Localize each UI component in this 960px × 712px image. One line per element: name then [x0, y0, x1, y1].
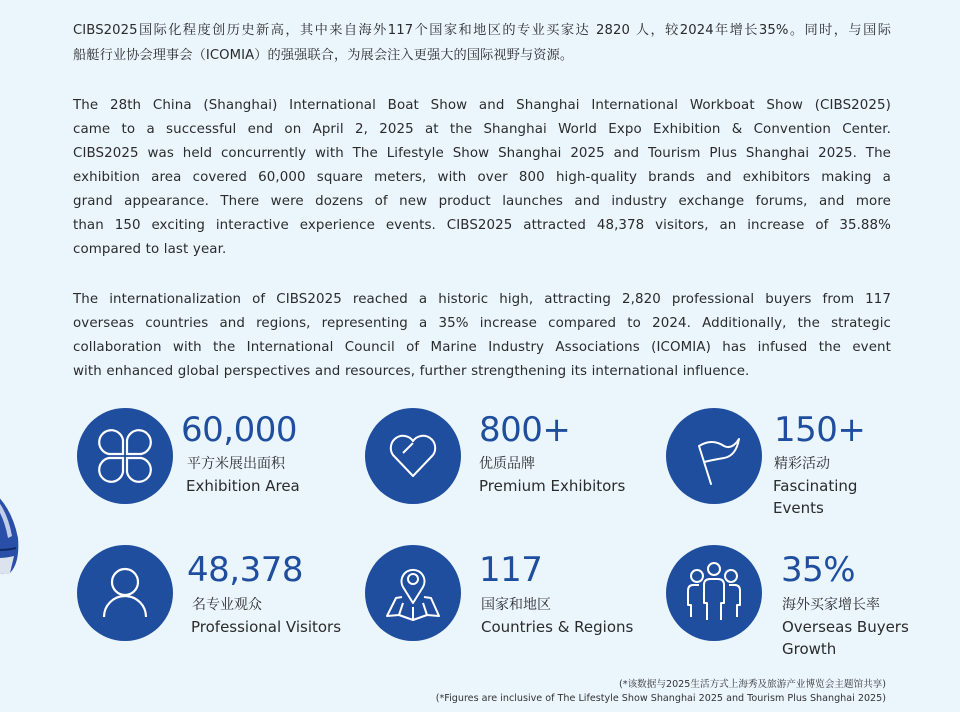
stat-label-zh: 精彩活动: [774, 456, 830, 472]
stat-label-en: Exhibition Area: [186, 477, 300, 495]
stat-label-zh: 海外买家增长率: [782, 597, 880, 613]
flag-icon: [666, 408, 762, 504]
paragraph-line: The 28th China (Shanghai) International Boat Show and Shanghai International Workboat Show (CIBS2025): [73, 98, 891, 113]
stat-label-en: Countries & Regions: [481, 618, 634, 636]
paragraph-line: overseas countries and regions, representing a 35% increase compared to 2024. Additionally, the strategic: [73, 316, 891, 331]
intro-paragraph-zh: [73, 18, 891, 68]
paragraph-line: The internationalization of CIBS2025 reached a historic high, attracting 2,820 professional buyers from 117: [73, 292, 891, 307]
stat-icon-circle: [77, 408, 173, 504]
stat-label-zh: 国家和地区: [481, 597, 551, 613]
stat-label-zh: 优质品牌: [479, 456, 535, 472]
paragraph-line: with enhanced global perspectives and resources, further strengthening its international influence.: [73, 364, 750, 379]
map-pin-icon: [365, 545, 461, 641]
stat-icon-circle: [666, 545, 762, 641]
stat-label-zh: 名专业观众: [192, 597, 262, 613]
stat-value: 60,000: [181, 410, 297, 450]
stat-value: 117: [479, 550, 543, 590]
stat-label-en: Overseas Buyers: [782, 618, 909, 636]
paragraph-line: exhibition area covered 60,000 square meters, with over 800 high-quality brands and exhibitors making a: [73, 170, 891, 185]
intro-zh-line: CIBS2025国际化程度创历史新高，其中来自海外117个国家和地区的专业买家达 2820 人，较2024年增长35%。同时，与国际: [73, 23, 891, 38]
intro-zh-line: 船艇行业协会理事会（ICOMIA）的强强联合，为展会注入更强大的国际视野与资源。: [73, 48, 574, 63]
stat-value: 150+: [774, 410, 866, 450]
paragraph-1: [73, 94, 891, 262]
boat-image-fragment: [0, 478, 25, 578]
stat-icon-circle: [365, 545, 461, 641]
stat-label-en: Growth: [782, 640, 837, 658]
clover-icon: [77, 408, 173, 504]
paragraph-line: came to a successful end on April 2, 2025 at the Shanghai World Expo Exhibition & Convention Center.: [73, 122, 891, 137]
stat-value: 35%: [781, 550, 856, 590]
stat-label-en: Professional Visitors: [191, 618, 342, 636]
paragraph-line: grand appearance. There were dozens of new product launches and industry exchange forums, and more: [73, 194, 891, 209]
paragraph-line: collaboration with the International Council of Marine Industry Associations (ICOMIA) has infused the event: [73, 340, 891, 355]
stat-icon-circle: [365, 408, 461, 504]
stat-label-en: Premium Exhibitors: [479, 477, 626, 495]
stat-label-en: Events: [773, 499, 824, 517]
paragraph-line: CIBS2025 was held concurrently with The Lifestyle Show Shanghai 2025 and Tourism Plus Shanghai 2025. The: [73, 146, 891, 161]
heart-icon: [365, 408, 461, 504]
paragraph-line: compared to last year.: [73, 242, 227, 257]
stat-label-en: Fascinating: [773, 477, 858, 495]
paragraph-2: [73, 288, 891, 384]
stat-icon-circle: [77, 545, 173, 641]
user-icon: [77, 545, 173, 641]
paragraph-line: than 150 exciting interactive experience events. CIBS2025 attracted 48,378 visitors, an increase of 35.88%: [73, 218, 891, 233]
group-icon: [666, 545, 762, 641]
stat-icon-circle: [666, 408, 762, 504]
stat-value: 800+: [479, 410, 571, 450]
footnote-en: (*Figures are inclusive of The Lifestyle Show Shanghai 2025 and Tourism Plus Shanghai 2025): [435, 693, 886, 704]
stat-label-zh: 平方米展出面积: [187, 456, 285, 472]
footnote-zh: (*该数据与2025生活方式上海秀及旅游产业博览会主题馆共享): [619, 679, 886, 690]
stat-value: 48,378: [187, 550, 303, 590]
